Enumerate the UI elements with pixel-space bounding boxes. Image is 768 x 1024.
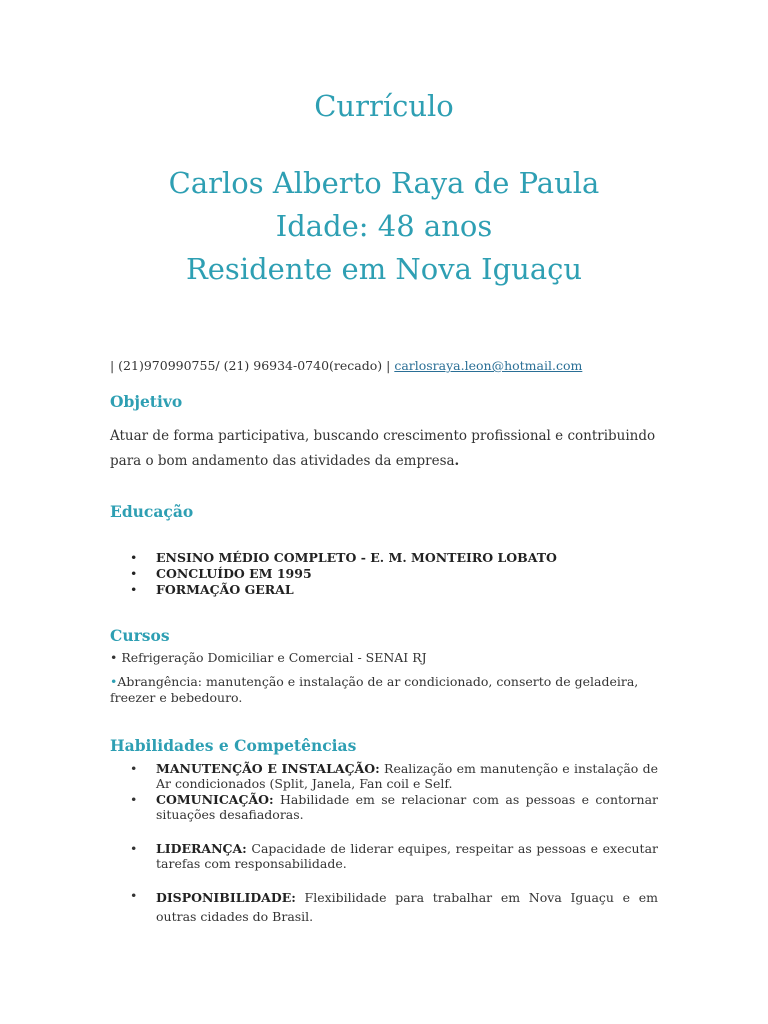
bullet-icon: • [130, 761, 138, 776]
curso-text: Refrigeração Domiciliar e Comercial - SENAI RJ [117, 650, 427, 665]
bullet-icon: • [110, 674, 118, 689]
skill-text: Flexibilidade para trabalhar em Nova Iguaçu e em outras cidades do Brasil. [156, 890, 658, 924]
skill-label: LIDERANÇA: [156, 841, 247, 856]
bullet-icon: • [130, 888, 138, 903]
skill-label: DISPONIBILIDADE: [156, 890, 296, 905]
list-item [130, 792, 658, 822]
bullet-icon: • [130, 582, 138, 597]
email-link[interactable]: carlosraya.leon@hotmail.com [394, 358, 583, 373]
skill-text: Habilidade em se relacionar com as pessoas e contornar situações desafiadoras. [156, 792, 658, 822]
phone-numbers: | (21)970990755/ (21) 96934-0740(recado) | [110, 358, 395, 373]
list-item: • ENSINO MÉDIO COMPLETO - E. M. MONTEIRO LOBATO [130, 550, 557, 565]
bullet-icon: • [130, 841, 138, 856]
curso-item [110, 650, 670, 666]
residence-line: Residente em Nova Iguaçu [185, 252, 583, 286]
skill-text: Realização em manutenção e instalação de Ar condicionados (Split, Janela, Fan coil e Self. [156, 761, 659, 791]
objetivo-line-1: Atuar de forma participativa, buscando crescimento profissional e contribuindo [110, 428, 656, 444]
full-name: Carlos Alberto Raya de Paula [168, 166, 600, 200]
curso-detail-text: Abrangência: manutenção e instalação de ar condicionado, conserto de geladeira, freezer e bebedouro. [110, 674, 639, 705]
list-item [130, 841, 658, 871]
header-block [0, 162, 768, 291]
educacao-list [130, 550, 557, 598]
list-item: • FORMAÇÃO GERAL [130, 582, 294, 597]
objetivo-line-2: para o bom andamento das atividades da empresa [110, 453, 455, 469]
bullet-icon: • [110, 650, 118, 665]
bullet-icon: • [130, 550, 138, 565]
bullet-icon: • [130, 792, 138, 807]
age-line: Idade: 48 anos [275, 209, 493, 243]
objetivo-period: . [454, 453, 460, 469]
bullet-icon: • [130, 566, 138, 581]
list-item [130, 888, 658, 926]
list-item [130, 761, 658, 791]
educacao-heading: Educação [110, 502, 194, 521]
objetivo-text [110, 424, 670, 474]
cursos-heading: Cursos [110, 626, 170, 645]
objetivo-heading: Objetivo [110, 392, 183, 411]
skill-label: COMUNICAÇÃO: [156, 792, 274, 807]
skill-label: MANUTENÇÃO E INSTALAÇÃO: [156, 761, 380, 776]
skill-text: Capacidade de liderar equipes, respeitar as pessoas e executar tarefas com responsabilidade. [156, 841, 658, 871]
habilidades-heading: Habilidades e Competências [110, 736, 357, 755]
curso-detail [110, 674, 670, 706]
list-item: • CONCLUÍDO EM 1995 [130, 566, 312, 581]
contact-line [110, 357, 582, 375]
document-title: Currículo [314, 89, 454, 123]
